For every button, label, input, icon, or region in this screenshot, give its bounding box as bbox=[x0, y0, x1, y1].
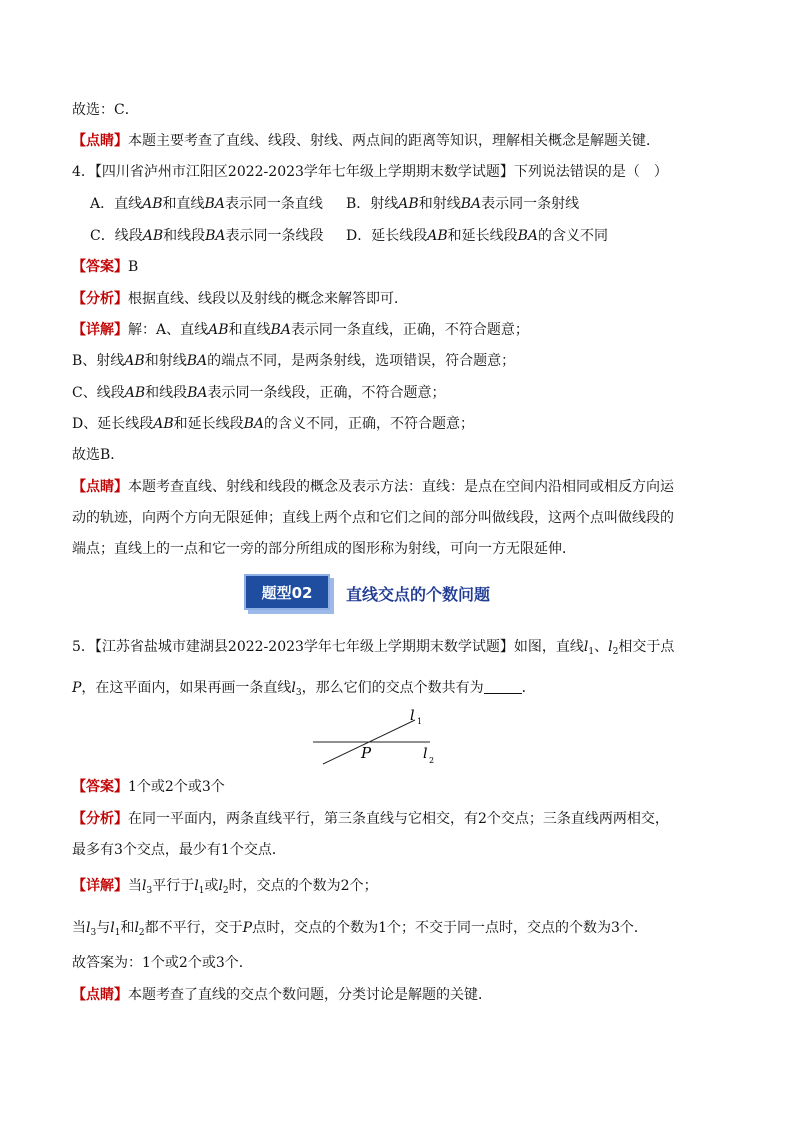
q4-option-c: C．线段AB和线段BA表示同一条线段 bbox=[90, 228, 324, 244]
intersecting-lines-figure bbox=[305, 700, 440, 770]
q5-analysis-1: 【分析】在同一平面内，两条直线平行，第三条直线与它相交，有2个交点；三条直线两两相交， bbox=[72, 811, 669, 827]
answer-blank bbox=[484, 679, 522, 694]
q5-conclusion: 故答案为：1个或2个或3个． bbox=[72, 955, 253, 971]
q4-point-3: 端点；直线上的一点和它一旁的部分所组成的图形称为射线，可向一方无限延伸． bbox=[72, 541, 576, 557]
point-tag: 【点睛】 bbox=[72, 133, 128, 149]
q4-analysis: 【分析】根据直线、线段以及射线的概念来解答即可． bbox=[72, 291, 408, 307]
q5-stem-1: 5．【江苏省盐城市建湖县2022-2023学年七年级上学期期末数学试题】如图，直线$l_1$、$l_2$相交于点 bbox=[72, 639, 675, 657]
q5-analysis-2: 最多有3个交点，最少有1个交点． bbox=[72, 842, 286, 858]
q4-detail-d: D、延长线段AB和延长线段BA的含义不同，正确，不符合题意； bbox=[72, 416, 475, 432]
label-l1-sub: 1 bbox=[417, 717, 423, 726]
q5-detail-1: 【详解】当$l_3$平行于$l_1$或$l_2$时，交点的个数为2个； bbox=[72, 878, 378, 896]
q3-choice: 故选：C． bbox=[72, 102, 139, 118]
q4-option-d: D．延长线段AB和延长线段BA的含义不同 bbox=[346, 228, 609, 244]
q4-answer: 【答案】B bbox=[72, 259, 139, 275]
point-text: 本题主要考查了直线、线段、射线、两点间的距离等知识，理解相关概念是解题关键． bbox=[128, 133, 660, 149]
label-l2: l bbox=[423, 746, 428, 762]
q4-point-2: 动的轨迹，向两个方向无限延伸；直线上两个点和它们之间的部分叫做线段，这两个点叫做线段的 bbox=[72, 510, 674, 526]
label-p: P bbox=[361, 744, 372, 762]
label-l1: l bbox=[410, 708, 415, 724]
question-number: 4． bbox=[72, 164, 95, 180]
section-title: 直线交点的个数问题 bbox=[346, 585, 491, 604]
question-stem: 下列说法错误的是（ ） bbox=[513, 164, 668, 180]
q4-stem bbox=[72, 162, 668, 182]
q4-option-b: B．射线AB和射线BA表示同一条射线 bbox=[346, 196, 580, 212]
section-badge: 题型02 bbox=[244, 574, 330, 610]
label-l2-sub: 2 bbox=[429, 756, 435, 765]
question-source: 【四川省泸州市江阳区2022-2023学年七年级上学期期末数学试题】 bbox=[94, 164, 514, 180]
q5-detail-2: 当$l_3$与$l_1$和$l_2$都不平行，交于P点时，交点的个数为1个；不交于同一点时，交点的个数为3个． bbox=[72, 920, 648, 938]
q5-stem-2: P，在这平面内，如果再画一条直线$l_3$，那么它们的交点个数共有为 ． bbox=[72, 680, 536, 698]
q4-detail-a: 【详解】解：A、直线AB和直线BA表示同一条直线，正确，不符合题意； bbox=[72, 322, 529, 338]
q4-detail-c: C、线段AB和线段BA表示同一条线段，正确，不符合题意； bbox=[72, 385, 446, 401]
q4-detail-b: B、射线AB和射线BA的端点不同，是两条射线，选项错误，符合题意； bbox=[72, 353, 516, 369]
q4-point-1: 【点睛】本题考查直线、射线和线段的概念及表示方法：直线：是点在空间内沿相同或相反方向运 bbox=[72, 479, 674, 495]
q5-point: 【点睛】本题考查了直线的交点个数问题，分类讨论是解题的关键． bbox=[72, 987, 492, 1003]
q4-option-a: A．直线AB和直线BA表示同一条直线 bbox=[90, 196, 323, 212]
q5-answer: 【答案】1个或2个或3个 bbox=[72, 779, 225, 795]
q3-point bbox=[72, 131, 660, 151]
q4-choice: 故选B． bbox=[72, 447, 125, 463]
